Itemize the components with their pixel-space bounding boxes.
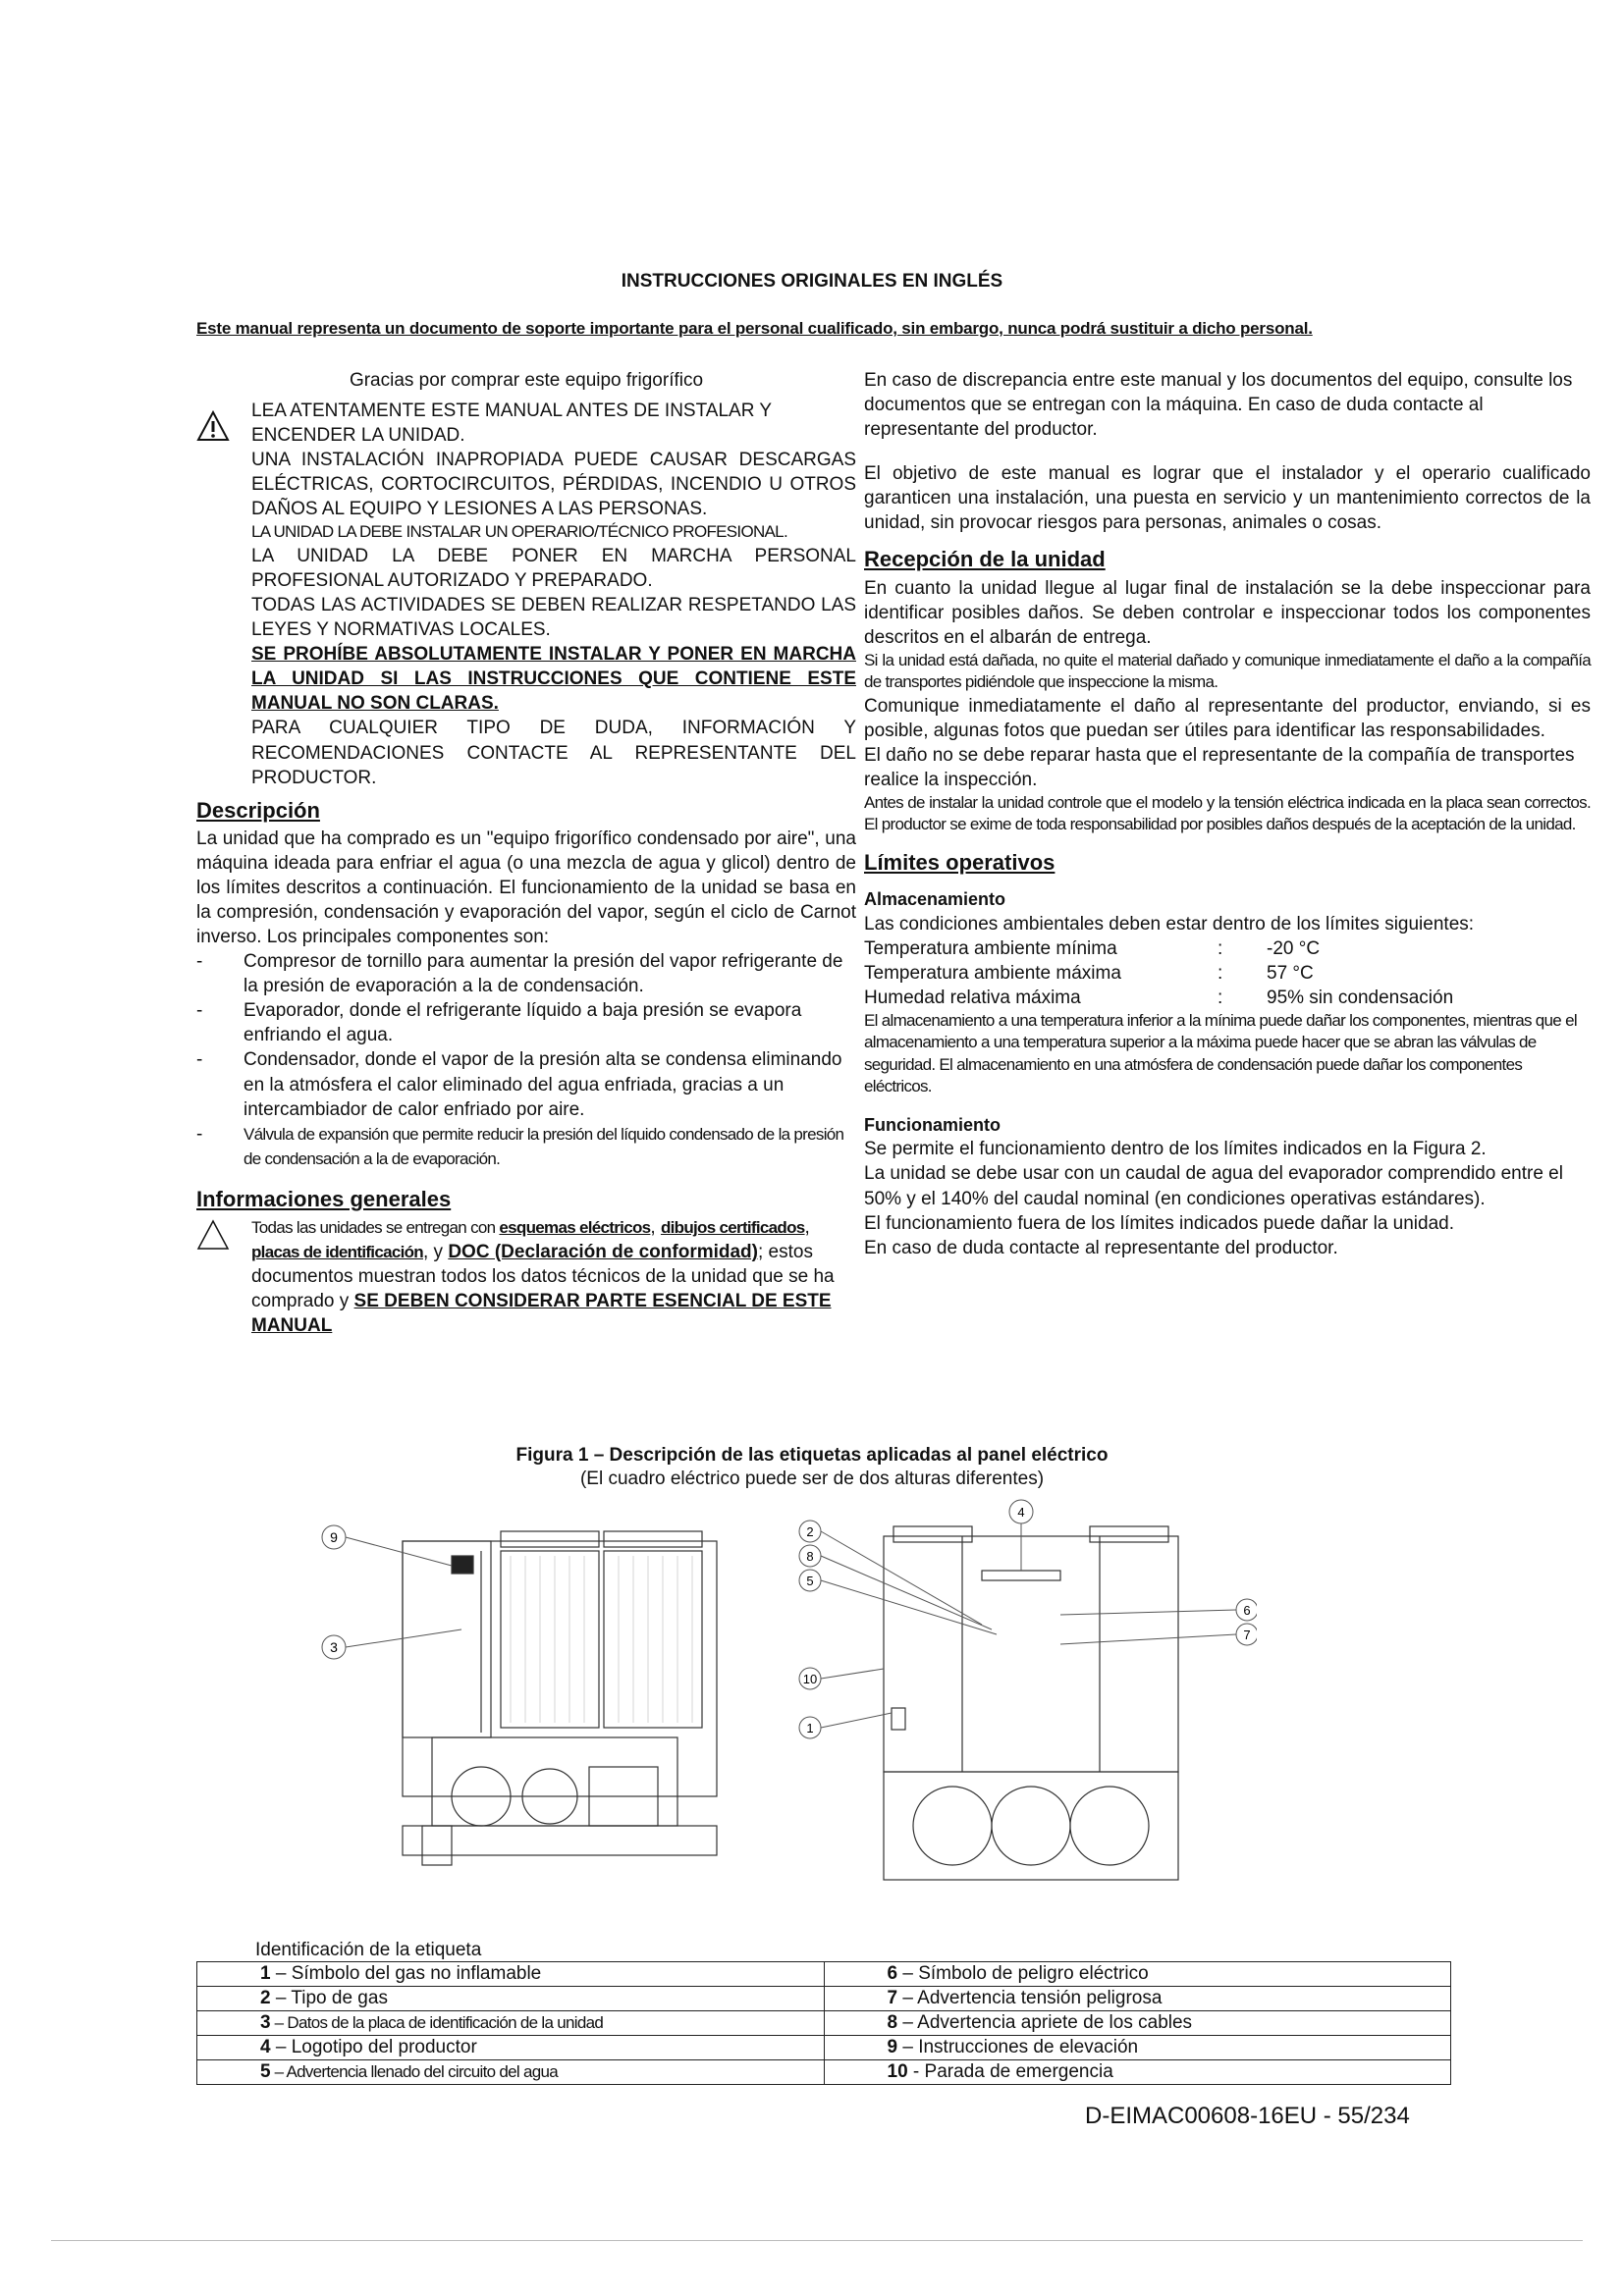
component-compressor: - Compresor de tornillo para aumentar la presión del vapor refrigerante de la presión de evaporación a la de condensación. [196, 951, 843, 997]
legend-item-5: 5 – Advertencia llenado del circuito del agua [197, 2060, 825, 2085]
figure-title: Figura 1 – Descripción de las etiquetas aplicadas al panel eléctrico [515, 1445, 1109, 1466]
table-row [197, 2036, 1451, 2060]
callout-10: 10 [802, 1672, 818, 1686]
thanks-line: Gracias por comprar este equipo frigorífico [349, 370, 704, 391]
legend-item-4: 4 – Logotipo del productor [197, 2036, 825, 2060]
component-expansion-valve: - Válvula de expansión que permite reducir la presión del líquido condensado de la presión de condensación a la de evaporación. [196, 1123, 844, 1168]
callout-3: 3 [330, 1639, 338, 1655]
operation-p3: El funcionamiento fuera de los límites indicados puede dañar la unidad. [864, 1212, 1454, 1234]
storage-intro: Las condiciones ambientales deben estar dentro de los límites siguientes: [864, 913, 1475, 934]
description-body: La unidad que ha comprado es un "equipo frigorífico condensado por aire", una máquina ideada para enfriar el agua (o una mezcla de agua y glicol) dentro de los límites descritos a continuación. El funcionamiento de la unidad se basa en la compresión, condensación y evaporación del vapor, según el ciclo de Carnot inverso. Los principales componentes son: [196, 828, 856, 948]
reception-heading: Recepción de la unidad [864, 547, 1106, 572]
page-title: INSTRUCCIONES ORIGINALES EN INGLÉS [621, 271, 1003, 292]
discrepancy-paragraph: En caso de discrepancia entre este manual y los documentos del equipo, consulte los documentos que se entregan con la máquina. En caso de duda contacte al representante del productor. [864, 370, 1573, 441]
warning-contact: PARA CUALQUIER TIPO DE DUDA, INFORMACIÓN Y RECOMENDACIONES CONTACTE AL REPRESENTANTE DEL PRODUCTOR. [251, 718, 856, 788]
legend-item-7: 7 – Advertencia tensión peligrosa [824, 1987, 1451, 2011]
warning-triangle-outline-icon [196, 1219, 230, 1251]
legend-item-9: 9 – Instrucciones de elevación [824, 2036, 1451, 2060]
right-column [864, 368, 1591, 1260]
callout-6: 6 [1243, 1603, 1251, 1618]
warning-regulations: TODAS LAS ACTIVIDADES SE DEBEN REALIZAR RESPETANDO LAS LEYES Y NORMATIVAS LOCALES. [251, 595, 856, 641]
bottom-divider [51, 2240, 1583, 2241]
operation-p1: Se permite el funcionamiento dentro de los límites indicados en la Figura 2. [864, 1139, 1487, 1160]
callout-8: 8 [806, 1549, 814, 1564]
reception-p3: Comunique inmediatamente el daño al representante del productor, enviando, si es posible, algunas fotos que puedan ser útiles para identificar las responsabilidades. [864, 695, 1591, 741]
callout-9: 9 [330, 1529, 338, 1545]
description-heading: Descripción [196, 797, 320, 823]
general-info-block [196, 1215, 856, 1338]
reception-p4: El daño no se debe reparar hasta que el representante de la compañía de transportes realice la inspección. [864, 744, 1575, 790]
unit-front-drawing [785, 1497, 1257, 1885]
limit-min-temp: Temperatura ambiente mínima : -20 °C [864, 937, 1321, 959]
components-list [196, 949, 856, 1171]
safety-warning [196, 399, 856, 790]
unit-side-drawing [304, 1512, 727, 1885]
reception-p5: Antes de instalar la unidad controle que el modelo y la tensión eléctrica indicada en la placa sean correctos. El productor se exime de toda responsabilidad por posibles daños después de la aceptación de la unidad. [864, 792, 1591, 834]
legend-item-2: 2 – Tipo de gas [197, 1987, 825, 2011]
component-condenser: - Condensador, donde el vapor de la presión alta se condensa eliminando en la atmósfera el calor eliminado del agua enfriada, gracias a un intercambiador de calor enfriado por aire. [196, 1049, 842, 1120]
callout-5: 5 [806, 1574, 814, 1588]
left-column [196, 368, 856, 1338]
component-evaporator: - Evaporador, donde el refrigerante líquido a baja presión se evapora enfriando el agua. [196, 1000, 802, 1046]
limit-max-humidity: Humedad relativa máxima : 95% sin condensación [864, 987, 1454, 1008]
limits-heading: Límites operativos [864, 849, 1056, 875]
table-row [197, 2011, 1451, 2036]
figure-subtitle: (El cuadro eléctrico puede ser de dos alturas diferentes) [579, 1468, 1045, 1489]
operation-p4: En caso de duda contacte al representante del productor. [864, 1237, 1338, 1258]
notice-line: Este manual representa un documento de soporte importante para el personal cualificado, sin embargo, nunca podrá sustituir a dicho personal. [196, 319, 1313, 338]
reception-p1: En cuanto la unidad llegue al lugar final de instalación se la debe inspeccionar para identificar posibles daños. Se deben controlar e inspeccionar todos los componentes descritos en el albarán de entrega. [864, 577, 1591, 648]
limit-max-temp: Temperatura ambiente máxima : 57 °C [864, 962, 1314, 984]
legend-item-10: 10 - Parada de emergencia [824, 2060, 1451, 2085]
general-info-text: Todas las unidades se entregan con esquemas eléctricos, dibujos certificados, placas de identificación, y DOC (Declaración de conformidad); estos documentos muestran todos los datos técnicos de la unidad que se ha comprado y SE DEBEN CONSIDERAR PARTE ESENCIAL DE ESTE MANUAL [251, 1216, 835, 1337]
warning-prohibited: SE PROHÍBE ABSOLUTAMENTE INSTALAR Y PONER EN MARCHA LA UNIDAD SI LAS INSTRUCCIONES QUE CONTIENE ESTE MANUAL NO SON CLARAS. [251, 644, 856, 715]
table-row [197, 1962, 1451, 1987]
warning-improper-install: UNA INSTALACIÓN INAPROPIADA PUEDE CAUSAR DESCARGAS ELÉCTRICAS, CORTOCIRCUITOS, PÉRDIDAS, INCENDIO U OTROS DAÑOS AL EQUIPO Y LESIONES A LAS PERSONAS. [251, 450, 856, 520]
legend-table [196, 1961, 1451, 2085]
general-info-heading: Informaciones generales [196, 1186, 452, 1211]
legend-item-6: 6 – Símbolo de peligro eléctrico [824, 1962, 1451, 1987]
legend-item-8: 8 – Advertencia apriete de los cables [824, 2011, 1451, 2036]
objective-paragraph: El objetivo de este manual es lograr que el instalador y el operario cualificado garanticen una instalación, una puesta en servicio y un mantenimiento correctos de la unidad, sin provocar riesgos para personas, animales o cosas. [864, 463, 1591, 534]
callout-2: 2 [806, 1524, 814, 1539]
storage-heading: Almacenamiento [864, 888, 1006, 909]
warning-startup: LA UNIDAD LA DEBE PONER EN MARCHA PERSONAL PROFESIONAL AUTORIZADO Y PREPARADO. [251, 545, 856, 591]
document-code: D-EIMAC00608-16EU - 55/234 [1085, 2103, 1410, 2129]
legend-item-3: 3 – Datos de la placa de identificación de la unidad [197, 2011, 825, 2036]
reception-p2: Si la unidad está dañada, no quite el material dañado y comunique inmediatamente el daño a la compañía de transportes pidiéndole que inspeccione la misma. [864, 650, 1591, 692]
legend-title: Identificación de la etiqueta [255, 1940, 482, 1960]
operation-p2: La unidad se debe usar con un caudal de agua del evaporador comprendido entre el 50% y el 140% del caudal nominal (en condiciones operativas estándares). [864, 1163, 1563, 1209]
table-row [197, 1987, 1451, 2011]
storage-paragraph: El almacenamiento a una temperatura inferior a la mínima puede dañar los componentes, mientras que el almacenamiento a una temperatura superior a la máxima puede hacer que se abran las válvulas de seguridad. El almacenamiento en una atmósfera de condensación puede dañar los componentes eléctricos. [864, 1010, 1577, 1096]
warning-triangle-icon [196, 410, 230, 442]
callout-1: 1 [806, 1721, 814, 1735]
legend-item-1: 1 – Símbolo del gas no inflamable [197, 1962, 825, 1987]
callout-7: 7 [1243, 1628, 1251, 1642]
table-row [197, 2060, 1451, 2085]
warning-installer: LA UNIDAD LA DEBE INSTALAR UN OPERARIO/TÉCNICO PROFESIONAL. [251, 522, 787, 542]
warning-read-manual: LEA ATENTAMENTE ESTE MANUAL ANTES DE INSTALAR Y ENCENDER LA UNIDAD. [251, 400, 772, 447]
callout-4: 4 [1017, 1505, 1025, 1520]
operation-heading: Funcionamiento [864, 1114, 1001, 1135]
